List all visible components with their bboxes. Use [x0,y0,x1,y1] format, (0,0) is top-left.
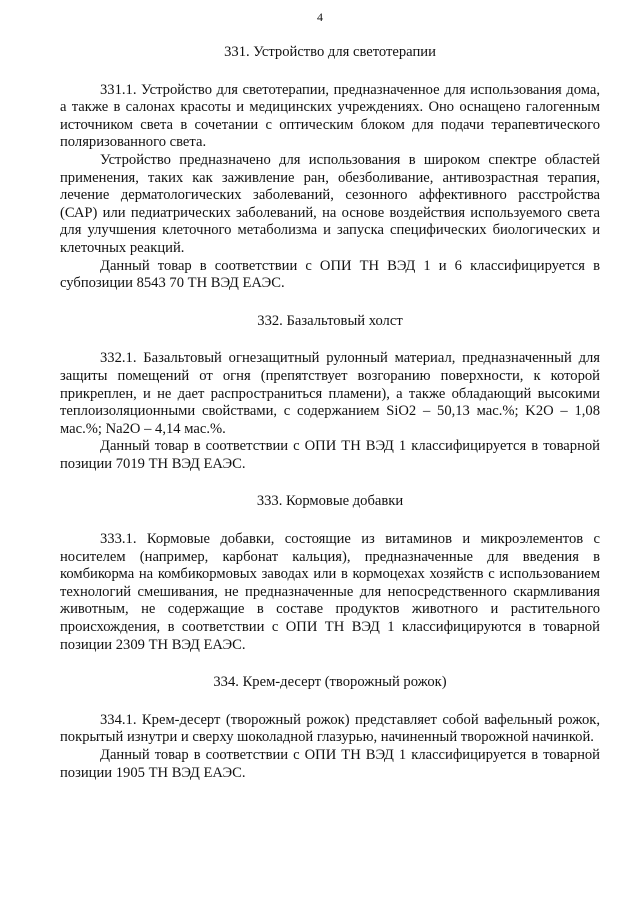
section-heading: 334. Крем-десерт (творожный рожок) [213,674,447,691]
document-body [60,44,600,802]
section-331 [60,44,600,293]
paragraph: 332.1. Базальтовый огнезащитный рулонный материал, предназначенный для защиты помещений от огня (препятствует возгоранию поверхности, к которой прикреплен, и не дает распространиться пламени), а также обладающий высокими теплоизоляционными свойствами, с содержанием SiO2 – 50,13 мас.%; K2O – 1,08 мас.%; Na2O – 4,14 мас.%. [60,350,600,437]
paragraph: Данный товар в соответствии с ОПИ ТН ВЭД 1 классифицируется в товарной позиции 1905 ТН ВЭД ЕАЭС. [60,747,600,781]
paragraph: Данный товар в соответствии с ОПИ ТН ВЭД 1 классифицируется в товарной позиции 7019 ТН ВЭД ЕАЭС. [60,438,600,472]
section-333 [60,493,600,654]
section-heading: 332. Базальтовый холст [257,312,403,329]
paragraph: Данный товар в соответствии с ОПИ ТН ВЭД 1 и 6 классифицируется в субпозиции 8543 70 ТН ВЭД ЕАЭС. [60,257,600,292]
paragraph: 334.1. Крем-десерт (творожный рожок) представляет собой вафельный рожок, покрытый изнутри и сверху шоколадной глазурью, начиненный творожной начинкой. [60,711,600,746]
section-334 [60,674,600,782]
section-heading: 333. Кормовые добавки [256,493,404,510]
paragraph: Устройство предназначено для использования в широком спектре областей применения, таких как заживление ран, обезболивание, антивозрастная терапия, лечение дерматологических заболеваний, сезонного аффективного расстройства (САР) или педиатрических заболеваний, на основе воздействия используемого света для улучшения клеточного метаболизма и запуска специфических биологических и клеточных реакций. [60,151,600,256]
section-heading: 331. Устройство для светотерапии [224,44,436,60]
paragraph: 333.1. Кормовые добавки, состоящие из витаминов и микроэлементов с носителем (например, карбонат кальция), предназначенные для введения в комбикорма на комбикормовых заводах или в кормоцехах хозяйств с использованием технологий смешивания, не предназначенные для непосредственного скармливания животным, не содержащие в составе продуктов животного и растительного происхождения, в соответствии с ОПИ ТН ВЭД 1 классифицируются в товарной позиции 2309 ТН ВЭД ЕАЭС. [60,531,600,653]
paragraph: 331.1. Устройство для светотерапии, предназначенное для использования дома, а также в салонах красоты и медицинских учреждениях. Оно оснащено галогенным источником света в сочетании с оптическим блоком для подачи терапевтического поляризованного света. [60,81,600,151]
page-number: 4 [317,10,323,24]
section-332 [60,313,600,474]
